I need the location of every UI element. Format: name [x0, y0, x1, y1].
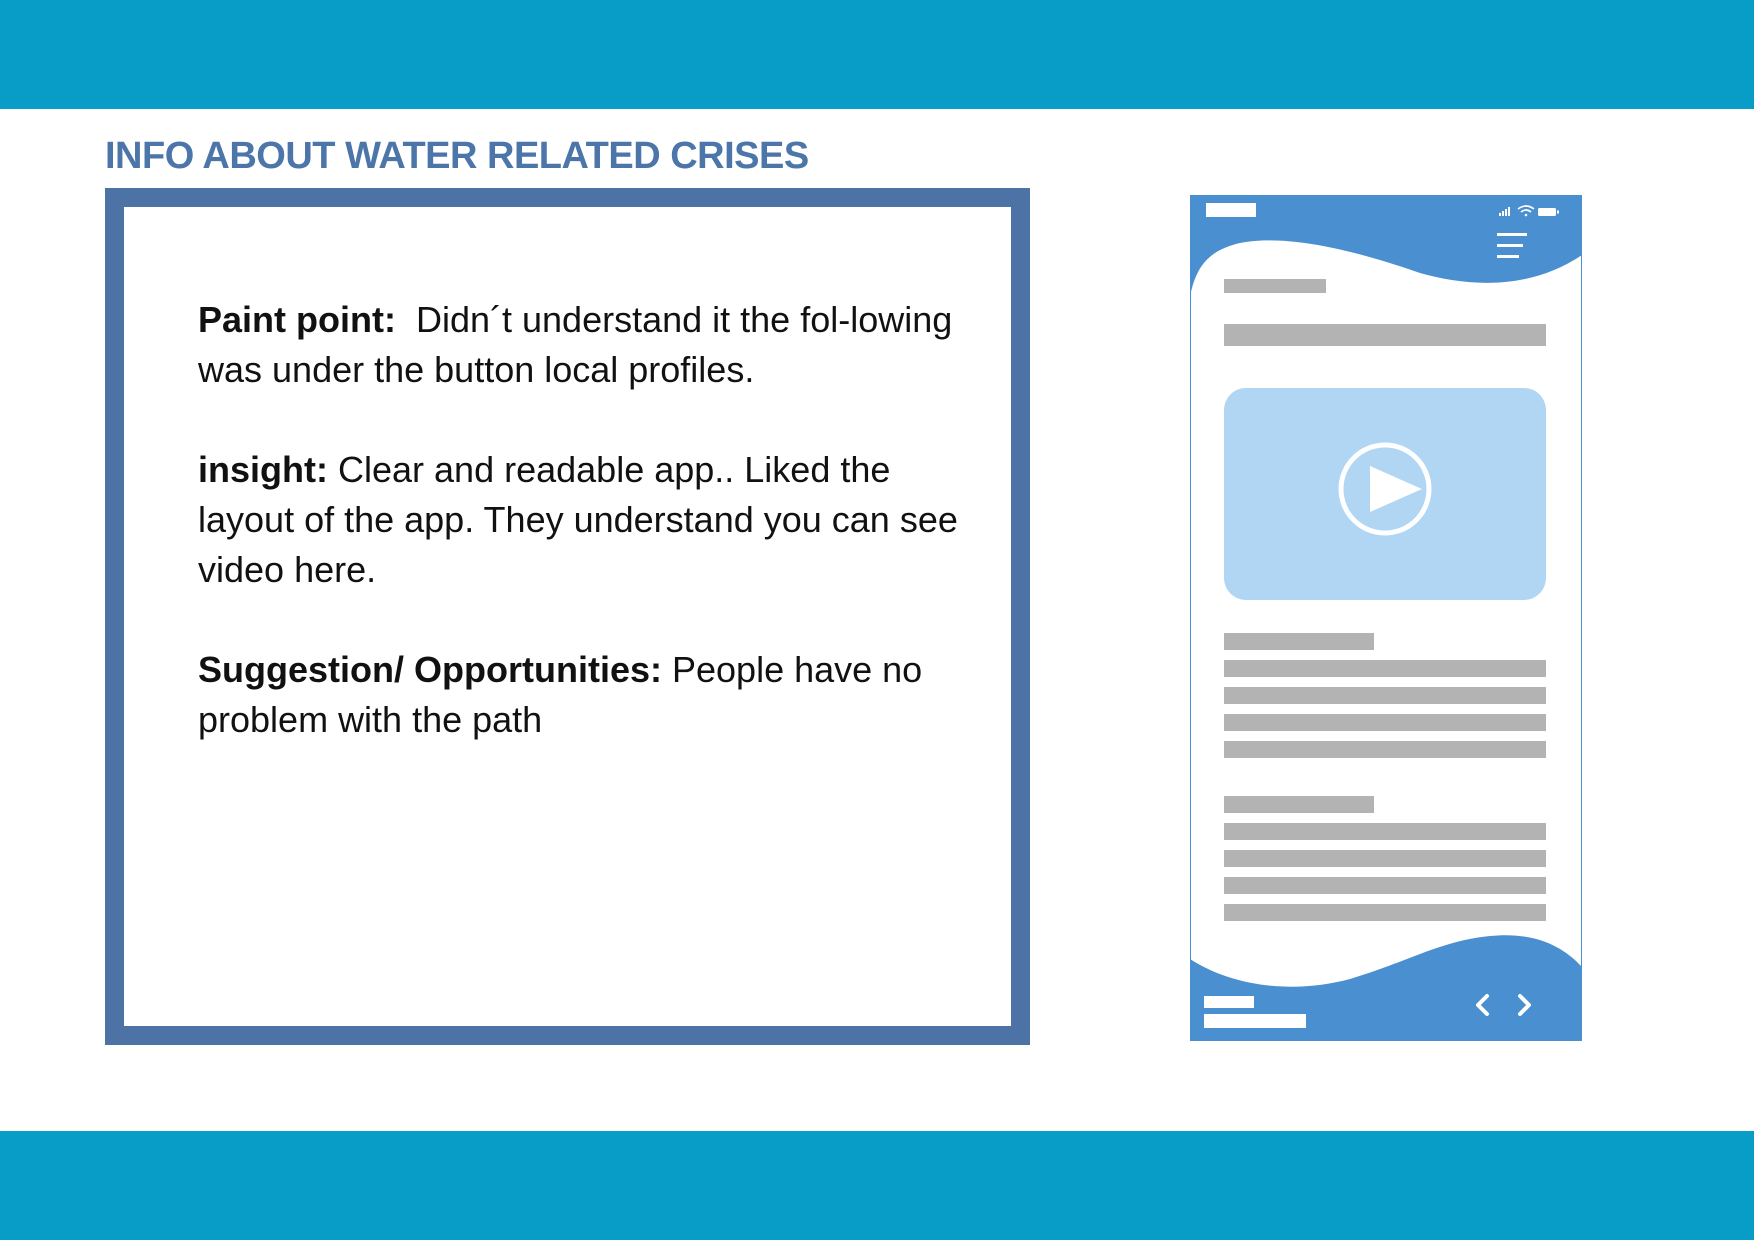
text-line-placeholder — [1224, 741, 1546, 758]
subheading-placeholder — [1224, 796, 1374, 813]
note-label: Suggestion/ Opportunities: — [198, 649, 662, 690]
heading-placeholder — [1224, 279, 1326, 293]
feedback-notes — [198, 295, 958, 795]
battery-icon — [1538, 208, 1559, 216]
note-text: People have no problem with the path — [198, 649, 923, 740]
time-placeholder — [1206, 203, 1256, 217]
note-text: Clear and readable app.. Liked the layout of the app. They understand you can see video here. — [198, 449, 958, 590]
phone-wireframe — [1190, 195, 1582, 1041]
note-label: Paint point: — [198, 299, 396, 340]
feedback-card — [105, 188, 1030, 1045]
pain-point-note — [198, 295, 958, 395]
text-line-placeholder — [1224, 714, 1546, 731]
note-label: insight: — [198, 449, 328, 490]
footer-text-placeholder — [1204, 1014, 1306, 1028]
suggestion-note — [198, 645, 958, 745]
top-banner — [0, 0, 1754, 109]
subheading-placeholder — [1224, 633, 1374, 650]
text-line-placeholder — [1224, 904, 1546, 921]
section-title: INFO ABOUT WATER RELATED CRISES — [105, 135, 809, 177]
phone-mockup — [1190, 195, 1582, 1041]
insight-note — [198, 445, 958, 595]
text-line-placeholder — [1224, 823, 1546, 840]
bottom-banner — [0, 1131, 1754, 1240]
text-line-placeholder — [1224, 850, 1546, 867]
text-line-placeholder — [1224, 877, 1546, 894]
title-placeholder — [1224, 324, 1546, 346]
note-text: Didn´t understand it the fol-lowing was under the button local profiles. — [198, 299, 953, 390]
text-line-placeholder — [1224, 660, 1546, 677]
footer-label-placeholder — [1204, 996, 1254, 1008]
text-line-placeholder — [1224, 687, 1546, 704]
